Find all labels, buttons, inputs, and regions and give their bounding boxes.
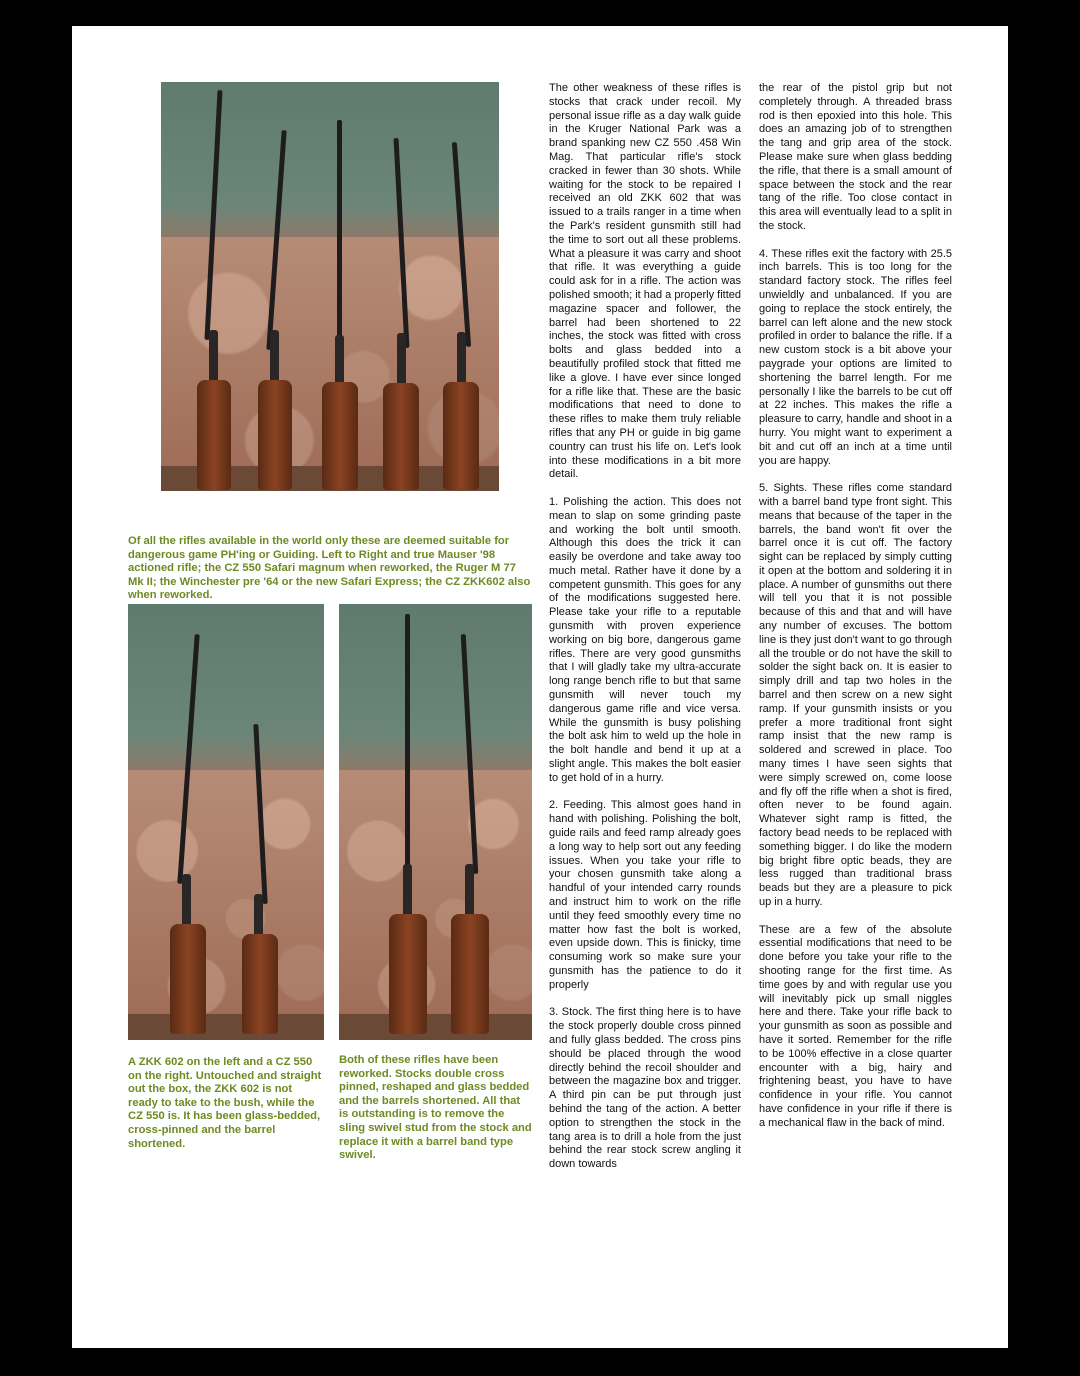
rifle-reworked-2 <box>439 634 499 1034</box>
rifle-3 <box>309 120 369 490</box>
rifle-cz550 <box>228 724 288 1034</box>
photo-zkk-cz550 <box>128 604 324 1040</box>
caption-right: Both of these rifles have been reworked. Stocks double cross pinned, reshaped and glass bedded and the barrels shortened. All that is outstanding is to remove the sling swivel stud from the stock and replace it with a barrel band type swivel. <box>339 1054 532 1162</box>
photo-five-rifles <box>161 82 499 491</box>
magazine-page <box>72 26 1008 1348</box>
photo-reworked-rifles <box>339 604 532 1040</box>
rifle-2 <box>246 130 306 490</box>
article-paragraph: 1. Polishing the action. This does not mean to slap on some grinding paste and working the bolt until smooth. Although this does the trick it can easily be overdone and take away too much metal. Rather have it done by a competent gunsmith. This goes for any of the modifications suggested here. Please take your rifle to a reputable gunsmith with proven experience working on big bore, dangerous game rifles. There are very good gunsmiths that I will gladly take my ultra-accurate long range bench rifle to but that same gunsmith will never touch my dangerous game rifle and vice versa. While the gunsmith is busy polishing the bolt ask him to weld up the hole in the bolt handle and bend it up at a slight angle. This makes the bolt easier to get hold of in a hurry. <box>549 495 741 784</box>
article-column-2 <box>759 82 952 1144</box>
article-column-1 <box>549 82 741 1186</box>
article-paragraph: 3. Stock. The first thing here is to have the stock properly double cross pinned and fully glass bedded. The cross pins should be placed through the wood directly behind the recoil shoulder and between the magazine box and trigger. A third pin can be put through just behind the tang of the action. A better option to strengthen the stock in the tang area is to drill a hole from the just behind the rear stock screw angling it down towards <box>549 1006 741 1171</box>
rifle-zkk602 <box>158 634 218 1034</box>
rifle-1 <box>183 90 243 490</box>
rifle-reworked-1 <box>379 614 439 1034</box>
caption-main: Of all the rifles available in the world only these are deemed suitable for dangerous game PH'ing or Guiding. Left to Right and true Mauser '98 actioned rifle; the CZ 550 Safari magnum when reworked, the Ruger M 77 Mk II; the Winchester pre '64 or the new Safari Express; the CZ ZKK602 also when reworked. <box>128 535 531 602</box>
article-paragraph: 5. Sights. These rifles come standard with a barrel band type front sight. This means that because of the taper in the barrels, the band won't fit over the barrel once it is cut off. The factory sight can be replaced by simply cutting it open at the bottom and soldering it in place. A number of gunsmiths out there will tell you that it is not possible because of this and that and will have any number of excuses. The bottom line is they just don't want to go through all the trouble or do not have the skill to solder the sight back on. It is easier to simply drill and tap two holes in the barrel and then screw on a new sight ramp. If your gunsmith insists or you prefer a more traditional front sight ramp insist that the new ramp is soldered and screwed in place. Too many times I have seen sights that were simply screwed on, come loose and fly off the rifle when a shot is fired, often never to be found again. Whatever sight ramp is fitted, the factory bead needs to be replaced with something bigger. I do like the modern big bright fibre optic beads, they are less rugged than traditional brass beads but they are a pleasure to pick up in a hurry. <box>759 482 952 909</box>
article-paragraph: These are a few of the absolute essential modifications that need to be done before you take your rifle to the shooting range for the first time. As time goes by and with regular use you will inevitably pick up small niggles here and there. Take your rifle back to your gunsmith as soon as possible and have it sorted. Remember for the rifle to be 100% effective in a close quarter encounter with a big, hairy and frightening beast, you have to have confidence in your rifle. You cannot have confidence in your rifle if there is a mechanical flaw in the back of mind. <box>759 923 952 1129</box>
article-paragraph: 4. These rifles exit the factory with 25.5 inch barrels. This is too long for the standard factory stock. The rifles feel unwieldly and unbalanced. If you are going to replace the stock entirely, the barrel can left alone and the new stock profiled in order to balance the rifle. If a new custom stock is a bit above your paygrade your options are limited to shortening the barrel length. For me personally I like the barrels to be cut off at 22 inches. This makes the rifle a pleasure to carry, handle and shoot in a hurry. You might want to experiment a bit and cut off an inch at a time until you are happy. <box>759 247 952 467</box>
article-paragraph: the rear of the pistol grip but not completely through. A threaded brass rod is then epoxied into this hole. This does an amazing job of to strengthen the tang and grip area of the stock. Please make sure when glass bedding the rifle, that there is a small amount of space between the stock and the rear tang of the rifle. Too close contact in this area will eventually lead to a split in the stock. <box>759 82 952 232</box>
article-paragraph: 2. Feeding. This almost goes hand in hand with polishing. Polishing the bolt, guide rails and feed ramp already goes a long way to help sort out any feeding issues. When you take your rifle to your chosen gunsmith take along a handful of your intended carry rounds and instruct him to work on the rifle until they feed smoothly every time no matter how fast the bolt is worked, even upside down. This is finicky, time consuming work so make sure your gunsmith has the patience to do it properly <box>549 799 741 991</box>
rifle-5 <box>431 142 491 490</box>
article-paragraph: The other weakness of these rifles is stocks that crack under recoil. My personal issue rifle as a day walk guide in the Kruger National Park was a brand spanking new CZ 550 .458 Win Mag. That particular rifle's stock cracked in fewer than 30 shots. While waiting for the stock to be repaired I received an old ZKK 602 that was issued to a trails ranger in a time when the Park's resident gunsmith still had the time to sort out all these problems. What a pleasure it was carry and shoot that rifle. It was everything a guide could ask for in a rifle. The action was polished smooth; it had a properly fitted magazine spacer and follower, the barrel had been shortened to 22 inches, the stock was fitted with cross bolts and glass bedded into a beautifully profiled stock that fitted me like a glove. I have ever since longed for a rifle like that. These are the basic modifications that need to done to these rifles to make them truly reliable rifles that any PH or guide in big game country can trust his life on. Let's look into these modifications in a bit more detail. <box>549 82 742 481</box>
rifle-4 <box>371 138 431 490</box>
caption-left: A ZKK 602 on the left and a CZ 550 on the right. Untouched and straight out the box, the ZKK 602 is not ready to take to the bush, while the CZ 550 is. It has been glass-bedded, cross-pinned and the barrel shortened. <box>128 1056 322 1150</box>
